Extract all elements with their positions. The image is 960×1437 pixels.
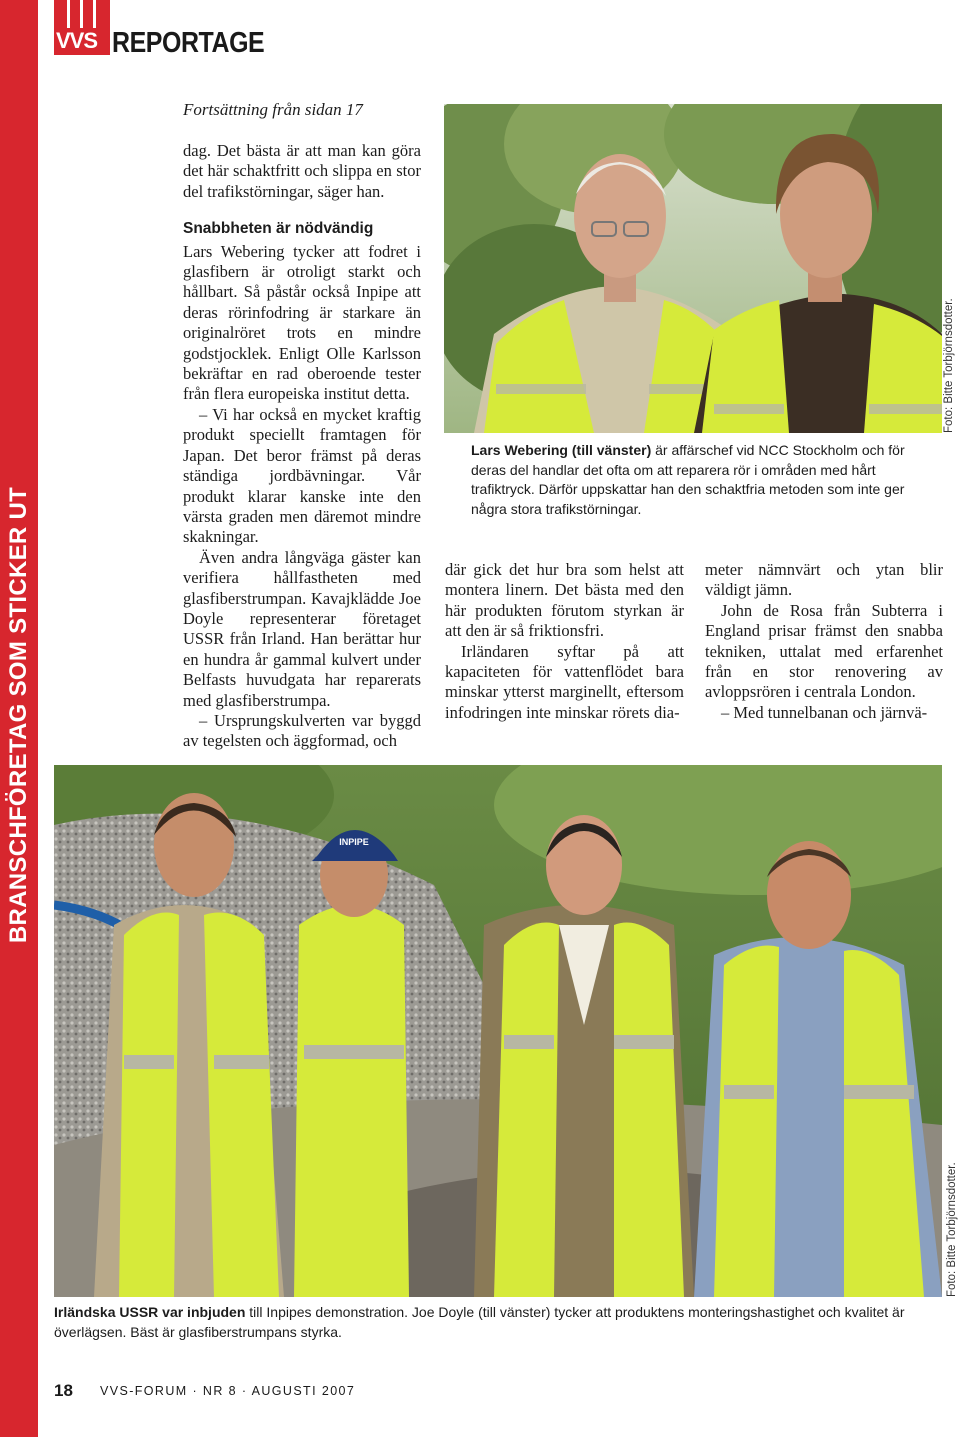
paragraph: – Ursprungskulverten var byggd av tegelsten och äggformad, och [183, 710, 421, 751]
paragraph: Irländaren syftar på att kapaciteten för vattenflödet bara minskar ytterst marginellt, eftersom infodringen inte minskar rörets dia- [445, 641, 684, 722]
article-column-2 [445, 560, 684, 723]
paragraph: Även andra långväga gäster kan verifiera hållfastheten med glasfiberstrumpan. Kavajklädde Joe Doyle representerar företaget USSR från Irland. Han berättar hur en hundra år gammal kulvert under Belfasts huvudgata har reparerats med glasfiberstrumpa. [183, 547, 421, 710]
paragraph: – Vi har också en mycket kraftig produkt speciellt framtagen för Japan. Det beror främst på deras ständiga jordbävningar. Vår produkt klarar kanske inte den värsta graden men däremot mindre skakningar. [183, 404, 421, 547]
photo-group-image [54, 765, 942, 1297]
caption-bold: Lars Webering (till vänster) [471, 442, 652, 458]
caption-text: är affärschef vid NCC Stockholm och för deras del handlar det ofta om att reparera rör i områden med hårt trafiktryck. Därför uppskattar han den schaktfria metoden som inte ger några stora trafikstörningar. [471, 442, 905, 517]
photo-group [54, 765, 942, 1297]
article-column-3 [705, 560, 943, 723]
photo-caption [471, 441, 933, 519]
logo-stripe [67, 0, 70, 28]
sidebar-label: BRANSCHFÖRETAG SOM STICKER UT [5, 486, 32, 944]
page-number: 18 [54, 1381, 73, 1400]
sidebar-band [0, 0, 38, 1437]
photo-credit: Foto: Bitte Torbjörnsdotter. [946, 1162, 958, 1297]
caption-bold: Irländska USSR var inbjuden [54, 1304, 246, 1320]
paragraph: – Med tunnelbanan och järnvä- [721, 702, 928, 722]
paragraph: Lars Webering tycker att fodret i glasfibern är otroligt starkt och hållbart. Så påstår också Inpipe att deras rörinfodring är starkare än originalröret trots en mindre godstjocklek. Enligt Olle Karlsson bekräftar en rad oberoende tester från flera europeiska institut detta. [183, 241, 421, 404]
photo-credit: Foto: Bitte Torbjörnsdotter. [943, 298, 955, 433]
paragraph: dag. Det bästa är att man kan göra det här schaktfritt och slippa en stor del trafikstörningar, säger han. [183, 141, 421, 201]
magazine-issue: VVS-FORUM · NR 8 · AUGUSTI 2007 [100, 1384, 356, 1398]
subheading: Snabbheten är nödvändig [183, 220, 374, 238]
section-title: REPORTAGE [112, 27, 265, 59]
logo-stripe [80, 0, 83, 28]
paragraph: där gick det hur bra som helst att montera linern. Det bästa med den här produkten förutom styrkan är att den är så friktionsfri. [445, 560, 684, 641]
photo-caption [54, 1303, 934, 1342]
paragraph: meter nämnvärt och ytan blir väldigt jämn. [705, 560, 943, 600]
logo-stripe [93, 0, 96, 28]
continued-note: Fortsättning från sidan 17 [183, 100, 363, 119]
photo-webering [444, 104, 942, 433]
article-column-1 [183, 141, 421, 752]
cap-logo: INPIPE [339, 837, 369, 847]
logo-text: VVS [56, 28, 98, 53]
caption-text: till Inpipes demonstration. Joe Doyle (till vänster) tycker att produktens monteringshastighet och kvalitet är överlägsen. Bäst är glasfiberstrumpans styrka. [54, 1304, 905, 1340]
vvs-logo [54, 0, 110, 55]
paragraph: John de Rosa från Subterra i England prisar främst den snabba tekniken, uttalat med erfarenhet från en stor renovering av avloppsrören i centrala London. [705, 600, 943, 702]
photo-webering-image [444, 104, 942, 433]
